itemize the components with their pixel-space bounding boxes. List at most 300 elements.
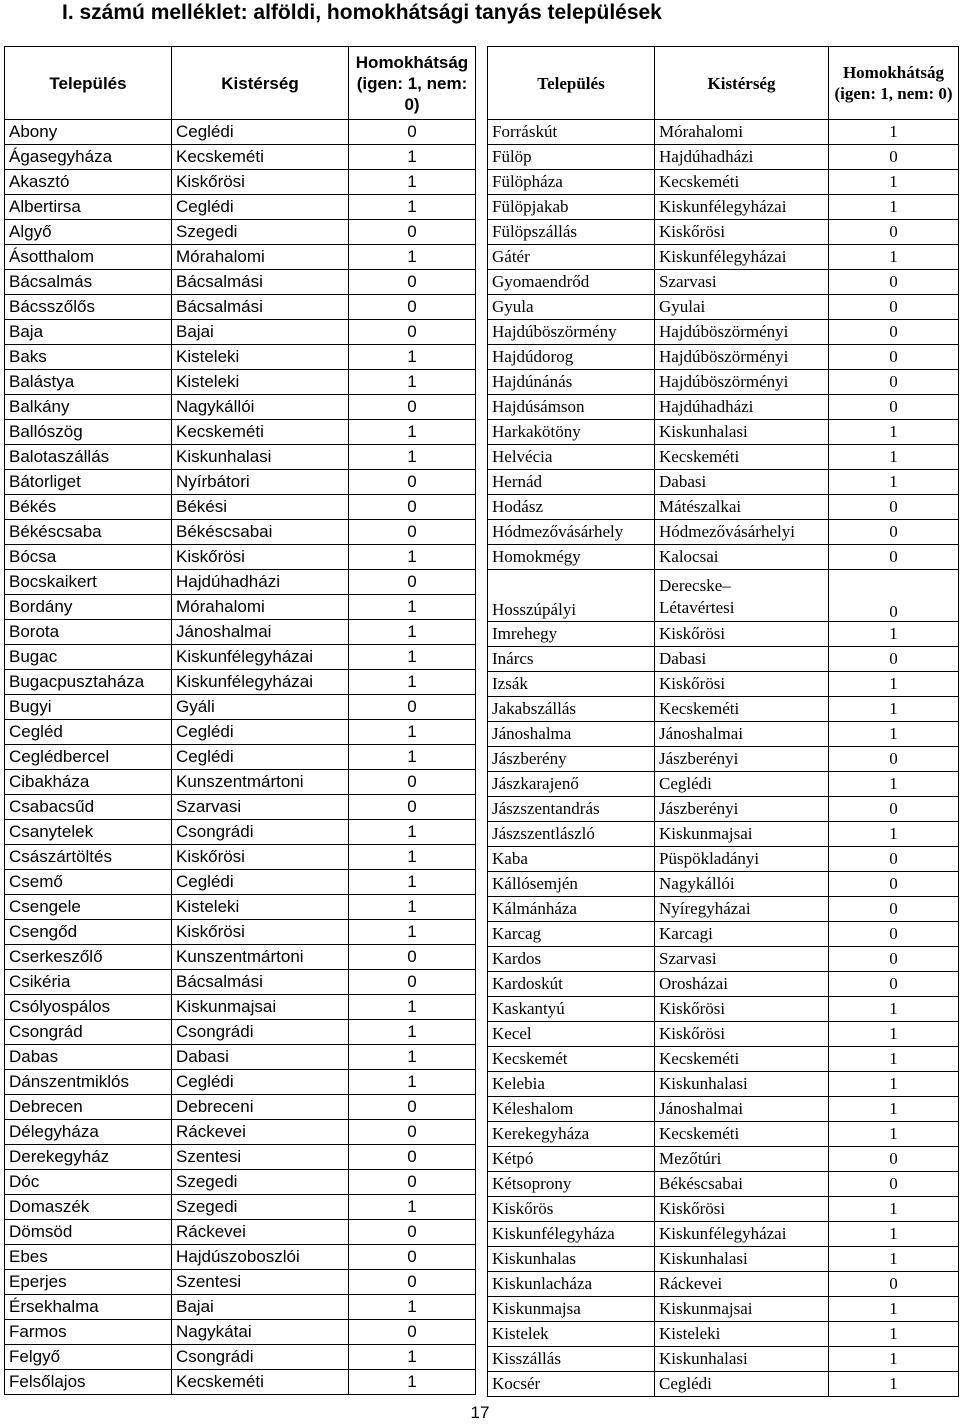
sand-ridge-flag-cell: 1 <box>829 445 959 470</box>
table-row <box>5 1345 476 1370</box>
table-header-row <box>488 47 959 120</box>
sand-ridge-flag-cell: 0 <box>349 970 476 995</box>
sand-ridge-flag-cell: 1 <box>349 820 476 845</box>
subregion-cell: Kiskőrösi <box>172 845 349 870</box>
subregion-cell: Ceglédi <box>172 720 349 745</box>
table-row <box>488 295 959 320</box>
sand-ridge-flag-cell: 1 <box>829 1047 959 1072</box>
table-row <box>5 1170 476 1195</box>
table-row <box>488 622 959 647</box>
subregion-cell: Gyulai <box>655 295 829 320</box>
settlement-cell: Abony <box>5 120 172 145</box>
sand-ridge-flag-cell: 1 <box>829 1297 959 1322</box>
subregion-cell: Csongrádi <box>172 1020 349 1045</box>
table-row <box>488 897 959 922</box>
sand-ridge-flag-cell: 1 <box>349 845 476 870</box>
subregion-cell: Kecskeméti <box>655 170 829 195</box>
sand-ridge-flag-cell: 1 <box>829 772 959 797</box>
table-row <box>5 195 476 220</box>
settlement-cell: Békés <box>5 495 172 520</box>
table-row <box>488 797 959 822</box>
table-row <box>488 1047 959 1072</box>
table-row <box>488 1172 959 1197</box>
table-row <box>488 1372 959 1397</box>
sand-ridge-flag-cell: 1 <box>829 1372 959 1397</box>
settlement-cell: Jászszentandrás <box>488 797 655 822</box>
subregion-cell: Kiskunfélegyházai <box>655 195 829 220</box>
table-row <box>5 420 476 445</box>
table-row <box>488 145 959 170</box>
sand-ridge-flag-cell: 0 <box>829 370 959 395</box>
table-row <box>5 270 476 295</box>
page-number: 17 <box>470 1403 490 1422</box>
sand-ridge-flag-cell: 0 <box>829 1147 959 1172</box>
settlement-cell: Helvécia <box>488 445 655 470</box>
subregion-cell: Kecskeméti <box>655 1122 829 1147</box>
settlement-cell: Csabacsűd <box>5 795 172 820</box>
table-row <box>488 1072 959 1097</box>
sand-ridge-flag-cell: 0 <box>829 320 959 345</box>
table-row <box>5 695 476 720</box>
table-row <box>5 1370 476 1395</box>
table-row <box>5 995 476 1020</box>
settlement-cell: Gyula <box>488 295 655 320</box>
sand-ridge-flag-cell: 1 <box>349 1195 476 1220</box>
settlement-cell: Kardoskút <box>488 972 655 997</box>
sand-ridge-flag-cell: 1 <box>829 1222 959 1247</box>
sand-ridge-flag-cell: 0 <box>349 470 476 495</box>
subregion-cell: Szarvasi <box>172 795 349 820</box>
subregion-cell: Kecskeméti <box>655 1047 829 1072</box>
subregion-cell: Kiskőrösi <box>655 622 829 647</box>
settlement-cell: Inárcs <box>488 647 655 672</box>
settlement-cell: Izsák <box>488 672 655 697</box>
table-row <box>5 495 476 520</box>
sand-ridge-flag-cell: 1 <box>829 1322 959 1347</box>
subregion-cell: Orosházai <box>655 972 829 997</box>
subregion-cell: Jánoshalmai <box>172 620 349 645</box>
table-row <box>488 947 959 972</box>
sand-ridge-flag-cell: 0 <box>349 320 476 345</box>
sand-ridge-flag-cell: 1 <box>349 370 476 395</box>
table-row <box>5 245 476 270</box>
subregion-cell: Mórahalomi <box>172 245 349 270</box>
sand-ridge-flag-cell: 0 <box>349 270 476 295</box>
subregion-cell: Jászberényi <box>655 797 829 822</box>
sand-ridge-flag-cell: 1 <box>349 1345 476 1370</box>
settlement-cell: Algyő <box>5 220 172 245</box>
sand-ridge-flag-cell: 0 <box>829 747 959 772</box>
sand-ridge-flag-cell: 0 <box>349 1320 476 1345</box>
table-header-row <box>5 47 476 120</box>
subregion-cell: Bácsalmási <box>172 295 349 320</box>
settlement-cell: Balotaszállás <box>5 445 172 470</box>
page-title: I. számú melléklet: alföldi, homokhátsági tanyás települések <box>62 1 662 24</box>
subregion-cell: Szegedi <box>172 220 349 245</box>
header-settlement: Település <box>5 47 172 120</box>
table-row <box>488 395 959 420</box>
settlements-table-left <box>4 46 476 1395</box>
sand-ridge-flag-cell: 0 <box>829 922 959 947</box>
subregion-cell: Nagykállói <box>655 872 829 897</box>
subregion-cell: Dabasi <box>655 647 829 672</box>
sand-ridge-flag-cell: 0 <box>349 1170 476 1195</box>
sand-ridge-flag-cell: 1 <box>349 645 476 670</box>
settlement-cell: Kétpó <box>488 1147 655 1172</box>
settlement-cell: Kéleshalom <box>488 1097 655 1122</box>
sand-ridge-flag-cell: 1 <box>349 1370 476 1395</box>
subregion-cell: Debreceni <box>172 1095 349 1120</box>
table-row <box>488 672 959 697</box>
subregion-cell: Szegedi <box>172 1195 349 1220</box>
subregion-cell: Ráckevei <box>172 1220 349 1245</box>
sand-ridge-flag-cell: 0 <box>349 1095 476 1120</box>
table-row <box>488 922 959 947</box>
settlement-cell: Debrecen <box>5 1095 172 1120</box>
table-row <box>5 1270 476 1295</box>
table-row <box>488 1272 959 1297</box>
settlement-cell: Eperjes <box>5 1270 172 1295</box>
settlement-cell: Hajdúböszörmény <box>488 320 655 345</box>
sand-ridge-flag-cell: 1 <box>829 420 959 445</box>
subregion-cell: Békési <box>172 495 349 520</box>
sand-ridge-flag-cell: 0 <box>829 1172 959 1197</box>
sand-ridge-flag-cell: 1 <box>829 622 959 647</box>
sand-ridge-flag-cell: 0 <box>829 295 959 320</box>
table-row <box>5 220 476 245</box>
table-row <box>488 270 959 295</box>
subregion-cell: Hajdúböszörményi <box>655 320 829 345</box>
settlement-cell: Délegyháza <box>5 1120 172 1145</box>
sand-ridge-flag-cell: 0 <box>349 695 476 720</box>
table-row <box>488 370 959 395</box>
settlement-cell: Jászszentlászló <box>488 822 655 847</box>
settlement-cell: Ballószög <box>5 420 172 445</box>
settlement-cell: Bácsszőlős <box>5 295 172 320</box>
settlement-cell: Kállósemjén <box>488 872 655 897</box>
sand-ridge-flag-cell: 1 <box>349 195 476 220</box>
settlement-cell: Csengele <box>5 895 172 920</box>
subregion-cell: Bácsalmási <box>172 970 349 995</box>
settlement-cell: Jánoshalma <box>488 722 655 747</box>
sand-ridge-flag-cell: 0 <box>829 545 959 570</box>
subregion-cell: Nagykállói <box>172 395 349 420</box>
settlement-cell: Kiskunhalas <box>488 1247 655 1272</box>
subregion-cell: Kisteleki <box>172 895 349 920</box>
sand-ridge-flag-cell: 1 <box>349 895 476 920</box>
subregion-cell: Ceglédi <box>172 745 349 770</box>
sand-ridge-flag-cell: 1 <box>829 1197 959 1222</box>
settlement-cell: Csanytelek <box>5 820 172 845</box>
settlement-cell: Baja <box>5 320 172 345</box>
sand-ridge-flag-cell: 1 <box>349 995 476 1020</box>
table-row <box>5 1295 476 1320</box>
subregion-cell: Bácsalmási <box>172 270 349 295</box>
sand-ridge-flag-cell: 0 <box>349 1245 476 1270</box>
sand-ridge-flag-cell: 1 <box>349 245 476 270</box>
table-row <box>488 997 959 1022</box>
sand-ridge-flag-cell: 1 <box>349 920 476 945</box>
sand-ridge-flag-cell: 0 <box>349 395 476 420</box>
table-row <box>488 220 959 245</box>
sand-ridge-flag-cell: 0 <box>829 345 959 370</box>
subregion-cell: Kiskőrösi <box>655 672 829 697</box>
settlement-cell: Kerekegyháza <box>488 1122 655 1147</box>
subregion-cell: Mezőtúri <box>655 1147 829 1172</box>
subregion-cell: Mórahalomi <box>172 595 349 620</box>
sand-ridge-flag-cell: 1 <box>349 545 476 570</box>
table-row <box>5 320 476 345</box>
table-row <box>488 495 959 520</box>
settlement-cell: Derekegyház <box>5 1145 172 1170</box>
settlement-cell: Baks <box>5 345 172 370</box>
sand-ridge-flag-cell: 1 <box>349 870 476 895</box>
subregion-cell: Kiskőrösi <box>655 997 829 1022</box>
sand-ridge-flag-cell: 1 <box>829 1072 959 1097</box>
sand-ridge-flag-cell: 0 <box>829 797 959 822</box>
settlement-cell: Kiskunmajsa <box>488 1297 655 1322</box>
sand-ridge-flag-cell: 1 <box>829 470 959 495</box>
subregion-cell: Kiskunmajsai <box>172 995 349 1020</box>
table-row <box>5 1070 476 1095</box>
table-row <box>5 1045 476 1070</box>
settlement-cell: Hódmezővásárhely <box>488 520 655 545</box>
table-row <box>5 670 476 695</box>
settlement-cell: Homokmégy <box>488 545 655 570</box>
settlement-cell: Dabas <box>5 1045 172 1070</box>
settlement-cell: Kistelek <box>488 1322 655 1347</box>
settlement-cell: Jászkarajenő <box>488 772 655 797</box>
settlement-cell: Jakabszállás <box>488 697 655 722</box>
settlement-cell: Kálmánháza <box>488 897 655 922</box>
subregion-cell: Kiskőrösi <box>172 920 349 945</box>
settlement-cell: Csikéria <box>5 970 172 995</box>
table-row <box>5 470 476 495</box>
sand-ridge-flag-cell: 1 <box>349 670 476 695</box>
settlement-cell: Bácsalmás <box>5 270 172 295</box>
settlement-cell: Kaba <box>488 847 655 872</box>
sand-ridge-flag-cell: 1 <box>829 195 959 220</box>
table-row <box>5 1245 476 1270</box>
sand-ridge-flag-cell: 1 <box>349 595 476 620</box>
sand-ridge-flag-cell: 0 <box>829 220 959 245</box>
sand-ridge-flag-cell: 1 <box>829 697 959 722</box>
subregion-cell: Derecske– Létavértesi <box>655 570 829 622</box>
settlement-cell: Csólyospálos <box>5 995 172 1020</box>
sand-ridge-flag-cell: 0 <box>829 145 959 170</box>
subregion-cell: Kunszentmártoni <box>172 945 349 970</box>
sand-ridge-flag-cell: 0 <box>349 220 476 245</box>
settlement-cell: Bugyi <box>5 695 172 720</box>
settlement-cell: Kecel <box>488 1022 655 1047</box>
sand-ridge-flag-cell: 1 <box>349 345 476 370</box>
subregion-cell: Hódmezővásárhelyi <box>655 520 829 545</box>
subregion-cell: Kecskeméti <box>172 420 349 445</box>
table-row <box>488 470 959 495</box>
subregion-cell: Ceglédi <box>172 1070 349 1095</box>
table-row <box>488 747 959 772</box>
table-row <box>5 145 476 170</box>
subregion-cell: Kalocsai <box>655 545 829 570</box>
table-row <box>5 870 476 895</box>
table-row <box>488 1222 959 1247</box>
sand-ridge-flag-cell: 1 <box>349 720 476 745</box>
settlement-cell: Bordány <box>5 595 172 620</box>
table-row <box>5 820 476 845</box>
sand-ridge-flag-cell: 0 <box>829 972 959 997</box>
table-row <box>488 1147 959 1172</box>
table-row <box>5 520 476 545</box>
settlement-cell: Albertirsa <box>5 195 172 220</box>
table-row <box>5 1095 476 1120</box>
subregion-cell: Kiskőrösi <box>172 545 349 570</box>
subregion-cell: Bajai <box>172 1295 349 1320</box>
settlement-cell: Kaskantyú <box>488 997 655 1022</box>
sand-ridge-flag-cell: 0 <box>829 897 959 922</box>
subregion-cell: Kiskunfélegyházai <box>172 670 349 695</box>
table-row <box>488 1122 959 1147</box>
subregion-cell: Kiskunfélegyházai <box>655 1222 829 1247</box>
settlement-cell: Akasztó <box>5 170 172 195</box>
settlement-cell: Hernád <box>488 470 655 495</box>
subregion-cell: Gyáli <box>172 695 349 720</box>
subregion-cell: Kecskeméti <box>655 697 829 722</box>
settlement-cell: Dömsöd <box>5 1220 172 1245</box>
sand-ridge-flag-cell: 1 <box>829 722 959 747</box>
table-row <box>5 1220 476 1245</box>
settlement-cell: Ásotthalom <box>5 245 172 270</box>
subregion-cell: Nagykátai <box>172 1320 349 1345</box>
sand-ridge-flag-cell: 1 <box>829 1097 959 1122</box>
table-row <box>5 595 476 620</box>
subregion-cell: Kiskunhalasi <box>655 1247 829 1272</box>
subregion-cell: Ceglédi <box>172 195 349 220</box>
subregion-cell: Hajdúhadházi <box>172 570 349 595</box>
subregion-cell: Hajdúszoboszlói <box>172 1245 349 1270</box>
sand-ridge-flag-cell: 1 <box>349 420 476 445</box>
subregion-cell: Kiskunhalasi <box>172 445 349 470</box>
table-row <box>5 970 476 995</box>
subregion-cell: Kecskeméti <box>172 1370 349 1395</box>
table-row <box>5 620 476 645</box>
subregion-cell: Kunszentmártoni <box>172 770 349 795</box>
settlement-cell: Csemő <box>5 870 172 895</box>
subregion-cell: Csongrádi <box>172 1345 349 1370</box>
table-row <box>488 445 959 470</box>
table-row <box>488 1097 959 1122</box>
table-row <box>5 1020 476 1045</box>
settlement-cell: Imrehegy <box>488 622 655 647</box>
sand-ridge-flag-cell: 0 <box>349 1145 476 1170</box>
settlement-cell: Karcag <box>488 922 655 947</box>
table-row <box>488 722 959 747</box>
table-row <box>5 120 476 145</box>
sand-ridge-flag-cell: 0 <box>829 570 959 622</box>
settlement-cell: Domaszék <box>5 1195 172 1220</box>
settlement-cell: Bugac <box>5 645 172 670</box>
sand-ridge-flag-cell: 1 <box>349 1070 476 1095</box>
sand-ridge-flag-cell: 0 <box>829 520 959 545</box>
settlement-cell: Fülöpjakab <box>488 195 655 220</box>
table-row <box>488 872 959 897</box>
settlement-cell: Gátér <box>488 245 655 270</box>
subregion-cell: Dabasi <box>655 470 829 495</box>
table-row <box>5 845 476 870</box>
sand-ridge-flag-cell: 0 <box>349 495 476 520</box>
subregion-cell: Kiskunfélegyházai <box>172 645 349 670</box>
subregion-cell: Békéscsabai <box>172 520 349 545</box>
table-row <box>5 545 476 570</box>
subregion-cell: Kiskőrösi <box>172 170 349 195</box>
sand-ridge-flag-cell: 0 <box>349 945 476 970</box>
table-row <box>488 570 959 622</box>
settlement-cell: Felgyő <box>5 1345 172 1370</box>
table-body-right <box>488 120 959 1397</box>
settlement-cell: Bugacpusztaháza <box>5 670 172 695</box>
sand-ridge-flag-cell: 1 <box>349 145 476 170</box>
sand-ridge-flag-cell: 0 <box>349 120 476 145</box>
subregion-cell: Mórahalomi <box>655 120 829 145</box>
subregion-cell: Jászberényi <box>655 747 829 772</box>
sand-ridge-flag-cell: 1 <box>829 1347 959 1372</box>
sand-ridge-flag-cell: 0 <box>349 1270 476 1295</box>
settlement-cell: Borota <box>5 620 172 645</box>
sand-ridge-flag-cell: 0 <box>829 847 959 872</box>
subregion-cell: Püspökladányi <box>655 847 829 872</box>
subregion-cell: Ceglédi <box>655 772 829 797</box>
sand-ridge-flag-cell: 0 <box>829 647 959 672</box>
sand-ridge-flag-cell: 0 <box>349 520 476 545</box>
table-row <box>5 345 476 370</box>
sand-ridge-flag-cell: 1 <box>349 1020 476 1045</box>
settlement-cell: Kisszállás <box>488 1347 655 1372</box>
settlement-cell: Hajdúsámson <box>488 395 655 420</box>
settlement-cell: Farmos <box>5 1320 172 1345</box>
subregion-cell: Nyírbátori <box>172 470 349 495</box>
subregion-cell: Kiskunhalasi <box>655 420 829 445</box>
table-row <box>488 120 959 145</box>
sand-ridge-flag-cell: 1 <box>829 672 959 697</box>
settlement-cell: Cibakháza <box>5 770 172 795</box>
sand-ridge-flag-cell: 0 <box>829 947 959 972</box>
table-row <box>488 1022 959 1047</box>
subregion-cell: Hajdúhadházi <box>655 395 829 420</box>
subregion-cell: Kisteleki <box>655 1322 829 1347</box>
table-row <box>488 1347 959 1372</box>
settlement-cell: Hosszúpályi <box>488 570 655 622</box>
subregion-cell: Ceglédi <box>172 870 349 895</box>
settlement-cell: Hajdúdorog <box>488 345 655 370</box>
settlement-cell: Felsőlajos <box>5 1370 172 1395</box>
sand-ridge-flag-cell: 0 <box>829 270 959 295</box>
subregion-cell: Jánoshalmai <box>655 1097 829 1122</box>
sand-ridge-flag-cell: 0 <box>349 1220 476 1245</box>
sand-ridge-flag-cell: 1 <box>829 997 959 1022</box>
subregion-cell: Hajdúböszörményi <box>655 370 829 395</box>
header-subregion: Kistérség <box>172 47 349 120</box>
table-row <box>488 345 959 370</box>
settlement-cell: Dóc <box>5 1170 172 1195</box>
subregion-cell: Szegedi <box>172 1170 349 1195</box>
settlement-cell: Balkány <box>5 395 172 420</box>
subregion-cell: Kiskőrösi <box>655 220 829 245</box>
settlement-cell: Gyomaendrőd <box>488 270 655 295</box>
subregion-cell: Kisteleki <box>172 370 349 395</box>
subregion-cell: Mátészalkai <box>655 495 829 520</box>
settlement-cell: Harkakötöny <box>488 420 655 445</box>
subregion-cell: Ráckevei <box>655 1272 829 1297</box>
header-subregion: Kistérség <box>655 47 829 120</box>
